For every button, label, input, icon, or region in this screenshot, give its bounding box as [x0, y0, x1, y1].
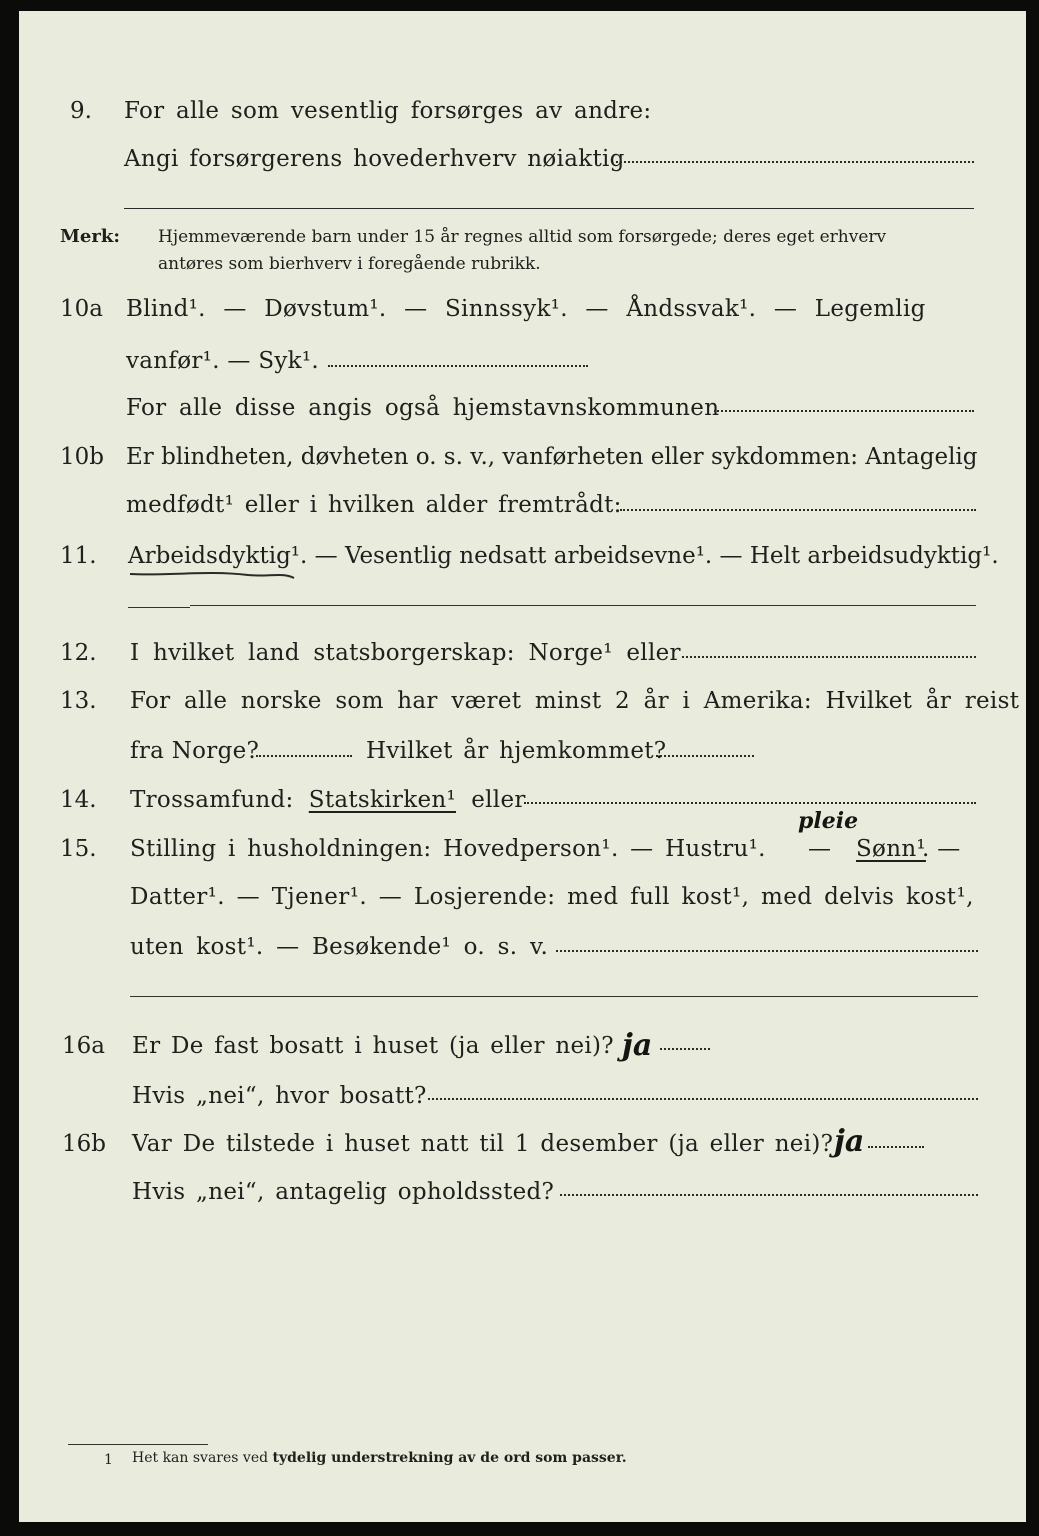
- q15-line1c: . —: [922, 836, 961, 862]
- q13-line2b: Hvilket år hjemkommet?: [366, 738, 667, 764]
- q13-hjemkommet-line[interactable]: [656, 755, 754, 757]
- q13-number: 13.: [60, 688, 97, 714]
- q15-sonn: Sønn¹: [856, 836, 926, 862]
- q10a-line3: For alle disse angis også hjemstavnskommunen: [126, 395, 720, 421]
- footnote-separator: [68, 1444, 208, 1445]
- q15-handwritten-pleie: pleie: [798, 808, 859, 834]
- q10b-line2: medfødt¹ eller i hvilken alder fremtrådt:: [126, 492, 622, 518]
- q11-line1-rest: ¹. — Vesentlig nedsatt arbeidsevne¹. — Helt arbeidsudyktig¹.: [290, 543, 999, 569]
- q14-answer-line[interactable]: [524, 802, 976, 804]
- q9-line1: For alle som vesentlig forsørges av andre:: [124, 98, 652, 124]
- merk-line1: Hjemmeværende barn under 15 år regnes alltid som forsørgede; deres eget erhverv: [158, 227, 887, 247]
- q10b-line1: Er blindheten, døvheten o. s. v., vanførheten eller sykdommen: Antagelig: [126, 444, 978, 470]
- q14-line1: [130, 786, 526, 814]
- q12-number: 12.: [60, 640, 97, 666]
- q10a-line2: vanfør¹. — Syk¹.: [126, 348, 320, 374]
- footnote-text-b: tydelig understrekning av de ord som passer.: [272, 1450, 627, 1466]
- q15-line1b: —: [808, 836, 832, 862]
- q16b-number: 16b: [62, 1131, 106, 1157]
- q16b-line1: Var De tilstede i huset natt til 1 desember (ja eller nei)?: [132, 1131, 834, 1157]
- q13-line2a: fra Norge?: [130, 738, 260, 764]
- q16a-line2: Hvis „nei“, hvor bosatt?: [132, 1083, 427, 1109]
- q12-line1: I hvilket land statsborgerskap: Norge¹ eller: [130, 640, 681, 666]
- q13-line1: For alle norske som har været minst 2 år i Amerika: Hvilket år reist: [130, 688, 1020, 714]
- q16a-bosatt-line[interactable]: [428, 1098, 978, 1100]
- q11-handwritten-underline: [128, 566, 298, 582]
- q15-line1a: Stilling i husholdningen: Hovedperson¹. — Hustru¹.: [130, 836, 766, 862]
- q9-line2: Angi forsørgerens hovederhverv nøiaktig: [124, 146, 625, 172]
- q16b-line2: Hvis „nei“, antagelig opholdssted?: [132, 1179, 555, 1205]
- q12-answer-line[interactable]: [682, 656, 976, 658]
- q14-suffix: eller: [471, 787, 526, 813]
- q9-answer-line[interactable]: [616, 161, 974, 163]
- q13-reist-line[interactable]: [256, 755, 352, 757]
- q16b-answer-line[interactable]: [868, 1146, 924, 1148]
- q10b-number: 10b: [60, 444, 104, 470]
- footnote-text-a: Het kan svares ved: [132, 1450, 269, 1466]
- q15-number: 15.: [60, 836, 97, 862]
- q15-line2: Datter¹. — Tjener¹. — Losjerende: med full kost¹, med delvis kost¹,: [130, 884, 974, 910]
- q14-statskirken: Statskirken¹: [308, 787, 456, 813]
- q15-answer-line[interactable]: [556, 950, 978, 952]
- q11-arbeidsdyktig: Arbeidsdyktig: [128, 543, 291, 569]
- q16a-answer-line[interactable]: [660, 1048, 710, 1050]
- q16b-opholdssted-line[interactable]: [560, 1194, 978, 1196]
- q10a-line1: Blind¹. — Døvstum¹. — Sinnssyk¹. — Åndssvak¹. — Legemlig: [126, 296, 926, 322]
- q15-line3: uten kost¹. — Besøkende¹ o. s. v.: [130, 934, 549, 960]
- q9-number: 9.: [70, 98, 92, 124]
- q11-number: 11.: [60, 543, 97, 569]
- merk-line2: antøres som bierhverv i foregående rubrikk.: [158, 254, 541, 274]
- footnote-mark: 1: [104, 1452, 113, 1468]
- q16a-number: 16a: [62, 1033, 105, 1059]
- q9-answer-line-2[interactable]: [124, 208, 974, 209]
- q10a-number: 10a: [60, 296, 103, 322]
- q15-answer-line-2[interactable]: [130, 996, 978, 997]
- q16b-answer-handwritten: ja: [834, 1124, 865, 1159]
- q10b-answer-line[interactable]: [620, 509, 976, 511]
- q16a-answer-handwritten: ja: [622, 1028, 653, 1063]
- q10a-syk-line[interactable]: [328, 365, 588, 367]
- q10a-kommune-line[interactable]: [714, 410, 974, 412]
- merk-label: Merk:: [60, 226, 120, 247]
- q14-prefix: Trossamfund:: [130, 787, 294, 813]
- q16a-line1: Er De fast bosatt i huset (ja eller nei)?: [132, 1033, 614, 1059]
- q11-answer-line-a[interactable]: [128, 607, 190, 608]
- q14-number: 14.: [60, 787, 97, 813]
- q11-answer-line-b[interactable]: [190, 605, 976, 606]
- footnote-text: [132, 1450, 627, 1466]
